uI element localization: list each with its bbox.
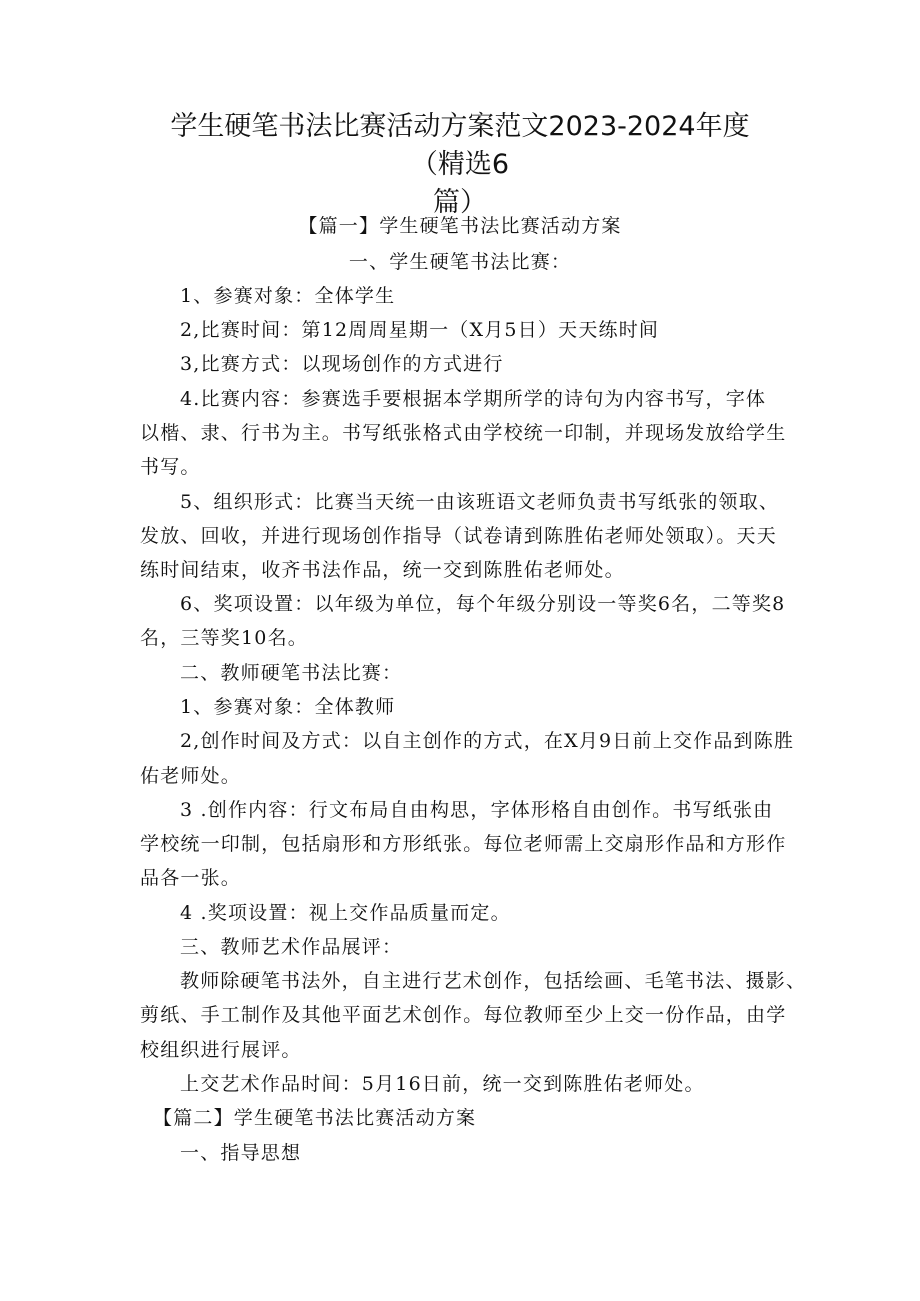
paragraph-line: 3 .创作内容：行文布局自由构思，字体形格自由创作。书写纸张由 [180,799,774,821]
title-line-1: 学生硬笔书法比赛活动方案范文2023-2024年度（精选6 [170,111,750,180]
paragraph-line: 练时间结束，收齐书法作品，统一交到陈胜佑老师处。 [140,559,625,581]
paragraph-line: 名，三等奖10名。 [140,627,308,649]
paragraph-line: 3,比赛方式：以现场创作的方式进行 [180,353,504,375]
paragraph-line: 上交艺术作品时间：5月16日前，统一交到陈胜佑老师处。 [180,1073,705,1095]
subsection-heading-3: 三、教师艺术作品展评： [180,936,403,958]
subsection-heading-4: 一、指导思想 [180,1142,302,1164]
section-heading-1: 【篇一】学生硬笔书法比赛活动方案 [298,215,622,237]
paragraph-line: 5、组织形式：比赛当天统一由该班语文老师负责书写纸张的领取、 [180,491,780,513]
paragraph-line: 1、参赛对象：全体教师 [180,696,396,718]
section-heading-2: 【篇二】学生硬笔书法比赛活动方案 [153,1107,477,1129]
paragraph-line: 教师除硬笔书法外，自主进行艺术创作，包括绘画、毛笔书法、摄影、 [180,970,807,992]
paragraph-line: 2,比赛时间：第12周周星期一（X月5日）天天练时间 [180,319,660,341]
paragraph-line: 品各一张。 [140,867,242,889]
paragraph-line: 4 .奖项设置：视上交作品质量而定。 [180,902,511,924]
paragraph-line: 2,创作时间及方式：以自主创作的方式，在X月9日前上交作品到陈胜 [180,730,795,752]
paragraph-line: 6、奖项设置：以年级为单位，每个年级分别设一等奖6名，二等奖8 [180,593,786,615]
paragraph-line: 4.比赛内容：参赛选手要根据本学期所学的诗句为内容书写，字体 [180,388,767,410]
subsection-heading-2: 二、教师硬笔书法比赛： [180,662,403,684]
paragraph-line: 以楷、隶、行书为主。书写纸张格式由学校统一印制，并现场发放给学生 [140,422,787,444]
paragraph-line: 书写。 [140,456,201,478]
paragraph-line: 学校统一印制，包括扇形和方形纸张。每位老师需上交扇形作品和方形作 [140,833,787,855]
paragraph-line: 校组织进行展评。 [140,1039,302,1061]
paragraph-line: 佑老师处。 [140,765,242,787]
paragraph-line: 剪纸、手工制作及其他平面艺术创作。每位教师至少上交一份作品，由学 [140,1004,787,1026]
paragraph-line: 1、参赛对象：全体学生 [180,285,396,307]
subsection-heading-1: 一、学生硬笔书法比赛： [348,251,572,273]
document-title [150,108,770,222]
paragraph-line: 发放、回收，并进行现场创作指导（试卷请到陈胜佑老师处领取）。天天 [140,525,777,547]
title-line-2: 篇） [433,187,487,218]
